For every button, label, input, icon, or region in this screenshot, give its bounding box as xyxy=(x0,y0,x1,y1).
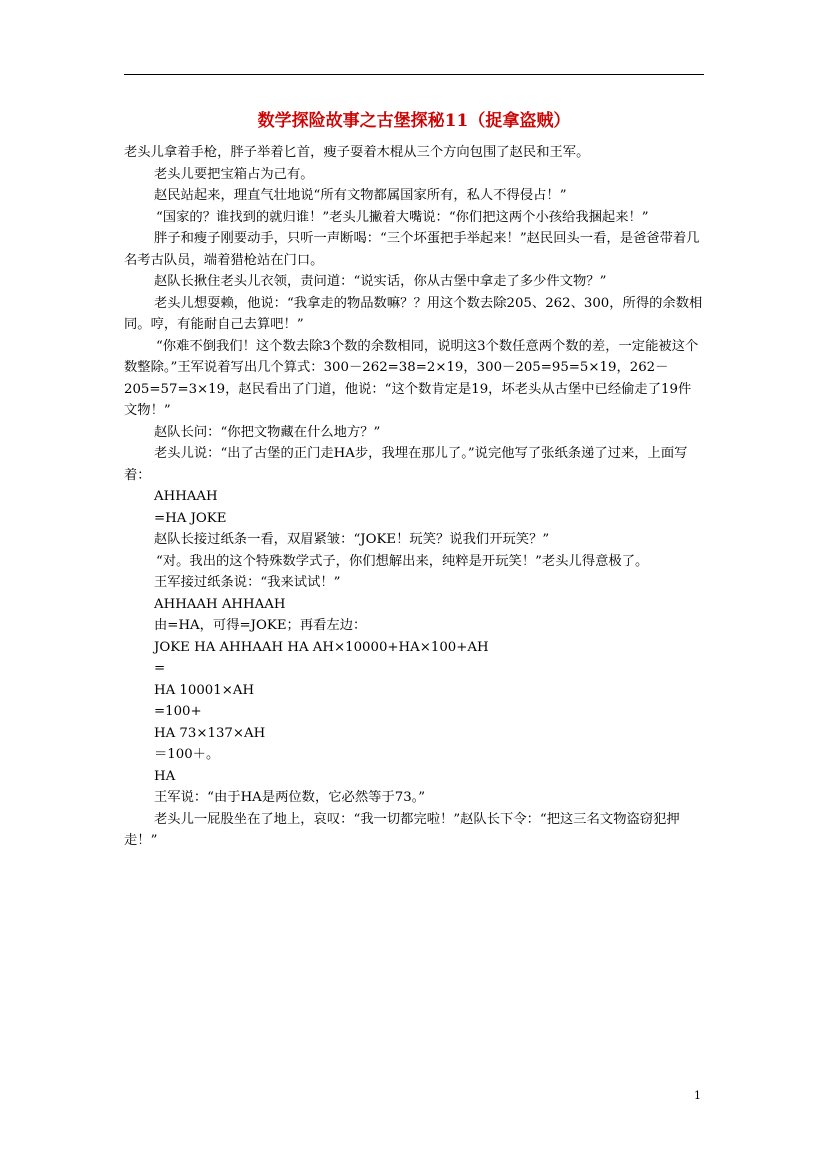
paragraph-14: 王军说：“由于HA是两位数，它必然等于73。” xyxy=(154,790,426,805)
paragraph-11: 赵队长接过纸条一看，双眉紧皱：“JOKE！玩笑？说我们开玩笑？” xyxy=(154,532,550,547)
paragraph-6: 赵队长揪住老头儿衣领，责问道：“说实话，你从古堡中拿走了多少件文物？” xyxy=(154,274,607,289)
equation-line: AHHAAH AHHAAH xyxy=(154,596,286,612)
paragraph-2: 老头儿要把宝箱占为己有。 xyxy=(154,166,314,182)
equation-line: HA 10001×AH xyxy=(154,682,255,698)
paragraph-1: 老头儿拿着手枪，胖子举着匕首，瘦子耍着木棍从三个方向包围了赵民和王军。 xyxy=(124,145,590,160)
paragraph-12: “对。我出的这个特殊数学式子，你们想解出来，纯粹是开玩笑！”老头儿得意极了。 xyxy=(156,553,649,569)
equation-line: =100+ xyxy=(154,704,202,719)
paragraph-9: 赵队长问：“你把文物藏在什么地方？” xyxy=(154,424,381,440)
paragraph-10: 老头儿说：“出了古堡的正门走HA步，我埋在那儿了。”说完他写了张纸条递了过来，上面写着： xyxy=(124,446,688,483)
equation-line: HA xyxy=(154,768,176,784)
equation-line: =HA JOKE xyxy=(154,510,227,526)
paragraph-8: “你难不倒我们！这个数去除3个数的余数相同，说明这3个数任意两个数的差，一定能被这个数整除。”王军说着写出几个算式：300－262=38=2×19，300－205=95=5×19，262－205=57=3×19，赵民看出了门道，他说：“这个数肯定是19，坏老头从古堡中已经偷走了19件文物！” xyxy=(124,338,699,418)
paragraph-7: 老头儿想耍赖，他说：“我拿走的物品数嘛？？用这个数去除205、262、300，所得的余数相同。哼，有能耐自己去算吧！” xyxy=(124,295,703,332)
equation-line: = xyxy=(154,661,166,676)
equation-line: AHHAAH xyxy=(154,489,218,504)
paragraph-5: 胖子和瘦子刚要动手，只听一声断喝：“三个坏蛋把手举起来！”赵民回头一看，是爸爸带着几名考古队员，端着猎枪站在门口。 xyxy=(124,231,700,268)
document-title: 数学探险故事之古堡探秘11（捉拿盗贼） xyxy=(257,111,571,131)
equation-line: JOKE HA AHHAAH HA AH×10000+HA×100+AH xyxy=(154,639,489,655)
page-number: 1 xyxy=(694,1089,701,1102)
header-rule xyxy=(124,74,704,75)
paragraph-3: 赵民站起来，理直气壮地说“所有文物都属国家所有，私人不得侵占！” xyxy=(154,188,567,203)
paragraph-13: 王军接过纸条说：“我来试试！” xyxy=(154,575,341,590)
paragraph-15: 老头儿一屁股坐在了地上，哀叹：“我一切都完啦！”赵队长下令：“把这三名文物盗窃犯押走！” xyxy=(124,811,680,848)
equation-line: 由=HA，可得=JOKE；再看左边： xyxy=(154,618,367,633)
paragraph-4: “国家的？谁找到的就归谁！”老头儿撇着大嘴说：“你们把这两个小孩给我捆起来！” xyxy=(156,209,649,225)
story-body xyxy=(124,142,704,852)
equation-line: ＝100＋。 xyxy=(154,747,220,762)
equation-line: HA 73×137×AH xyxy=(154,725,266,741)
